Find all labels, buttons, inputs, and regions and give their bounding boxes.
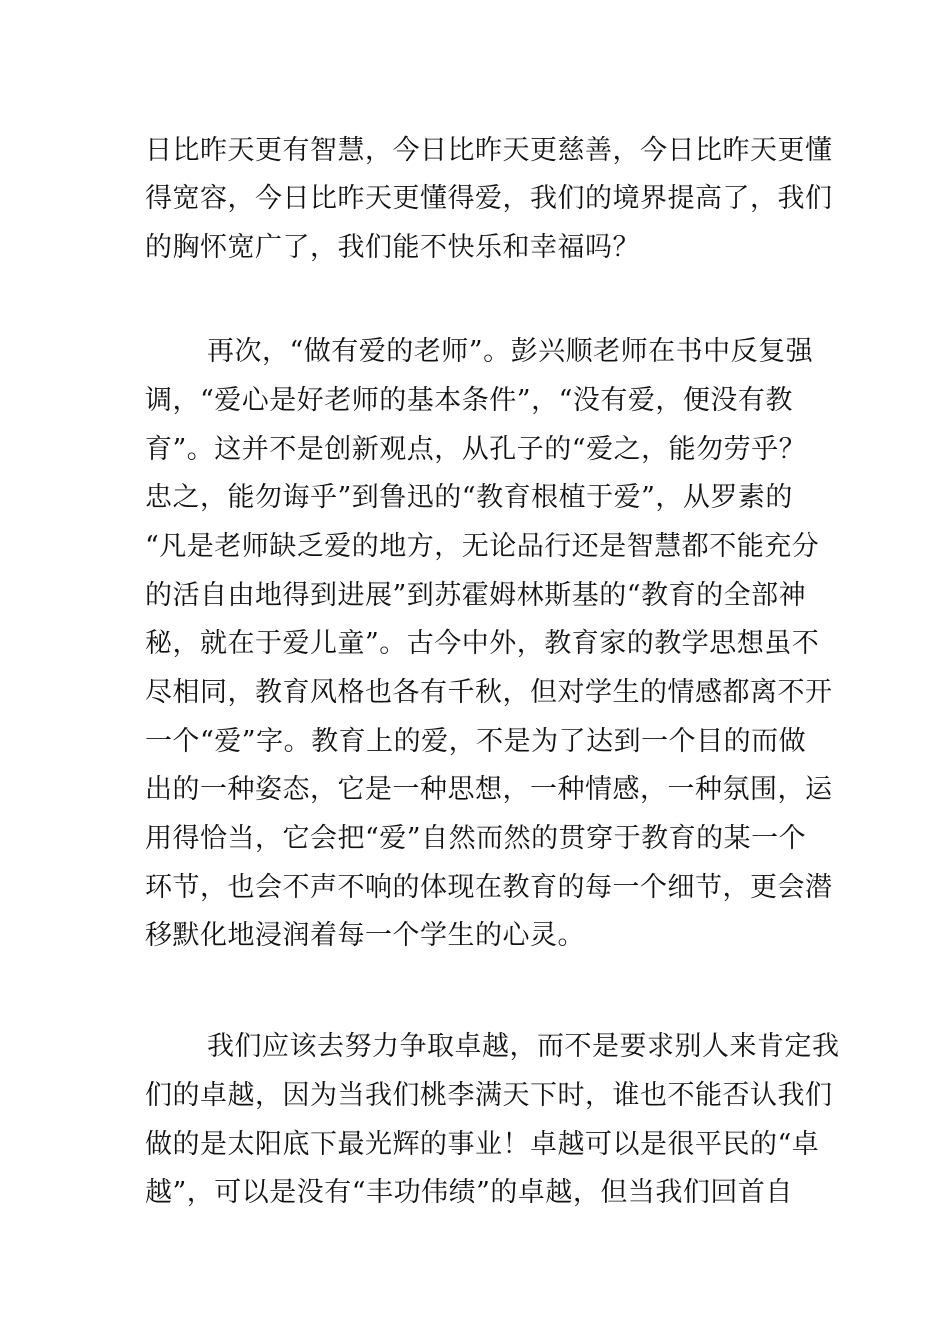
text-line: 我们应该去努力争取卓越，而不是要求别人来肯定我 bbox=[207, 1031, 840, 1062]
text-line: 环节，也会不声不响的体现在教育的每一个细节，更会潜 bbox=[145, 872, 833, 903]
text-line: 做的是太阳底下最光辉的事业！卓越可以是很平民的“卓 bbox=[145, 1129, 820, 1160]
text-line: 越”，可以是没有“丰功伟绩”的卓越，但当我们回首自 bbox=[145, 1177, 793, 1208]
text-line: 忠之，能勿诲乎”到鲁迅的“教育根植于爱”，从罗素的 bbox=[145, 482, 793, 513]
text-line: 们的卓越，因为当我们桃李满天下时，谁也不能否认我们 bbox=[145, 1080, 833, 1111]
text-line: 出的一种姿态，它是一种思想，一种情感，一种氛围，运 bbox=[145, 774, 833, 805]
text-line: 秘，就在于爱儿童”。古今中外，教育家的教学思想虽不 bbox=[145, 628, 820, 659]
text-line: 的活自由地得到进展”到苏霍姆林斯基的“教育的全部神 bbox=[145, 580, 807, 611]
text-line: 的胸怀宽广了，我们能不快乐和幸福吗？ bbox=[145, 232, 640, 263]
text-line: 调，“爱心是好老师的基本条件”，“没有爱，便没有教 bbox=[145, 385, 793, 416]
text-line: 用得恰当，它会把“爱”自然而然的贯穿于教育的某一个 bbox=[145, 823, 807, 854]
text-line: “凡是老师缺乏爱的地方，无论品行还是智慧都不能充分 bbox=[145, 531, 820, 562]
text-line: 得宽容，今日比昨天更懂得爱，我们的境界提高了，我们 bbox=[145, 183, 833, 214]
text-line: 日比昨天更有智慧，今日比昨天更慈善，今日比昨天更懂 bbox=[145, 135, 833, 166]
text-line: 一个“爱”字。教育上的爱，不是为了达到一个目的而做 bbox=[145, 726, 807, 757]
text-line: 再次，“做有爱的老师”。彭兴顺老师在书中反复强 bbox=[207, 336, 814, 367]
text-line: 尽相同，教育风格也各有千秋，但对学生的情感都离不开 bbox=[145, 677, 833, 708]
text-line: 育”。这并不是创新观点，从孔子的“爱之，能勿劳乎？ bbox=[145, 434, 807, 465]
text-line: 移默化地浸润着每一个学生的心灵。 bbox=[145, 920, 585, 951]
